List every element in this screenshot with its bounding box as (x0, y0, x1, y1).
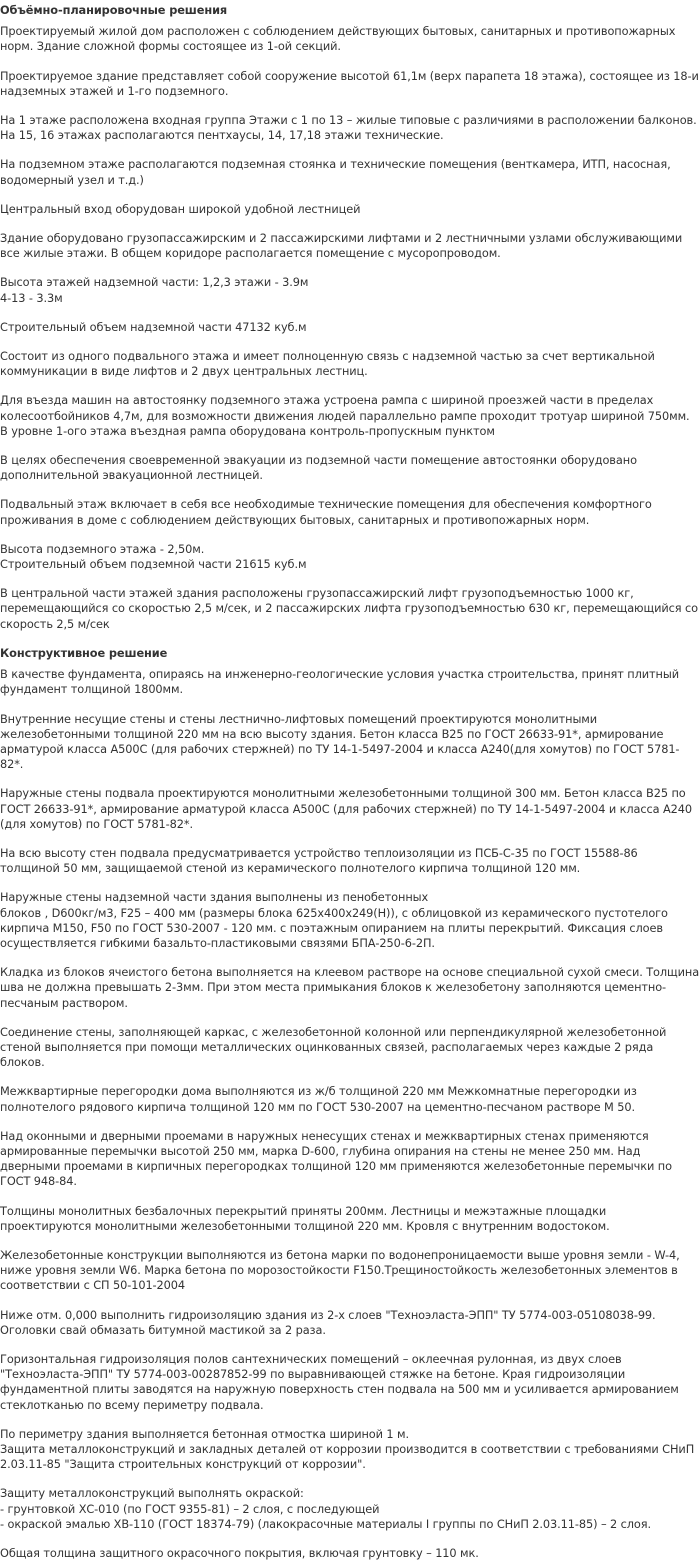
paragraph: Кладка из блоков ячеистого бетона выполняется на клеевом растворе на основе специальной сухой смеси. Толщина шва не должна превышать 2-3мм. При этом места примыкания блоков к железобетону заполняются цементно-песчаным раствором. (0, 965, 700, 1010)
paragraph: В целях обеспечения своевременной эвакуации из подземной части помещение автостоянки оборудовано дополнительной эвакуационной лестницей. (0, 453, 637, 483)
paragraph: В центральной части этажей здания расположены грузопассажирский лифт грузоподъемностью 1000 кг, перемещающийся со скоростью 2,5 м/сек, и 2 пассажирских лифта грузоподъемностью 630 кг, перемещающийся со скорость 2,5 м/сек (0, 586, 698, 631)
paragraph: Внутренние несущие стены и стены лестнично-лифтовых помещений проектируются монолитными железобетонными толщиной 220 мм на всю высоту здания. Бетон класса В25 по ГОСТ 26633-91*, армирование арматурой класса А500С (для рабочих стержней) по ТУ 14-1-5497-2004 и класса А240(для хомутов) по ГОСТ 5781-82*. (0, 711, 680, 772)
paragraph: Железобетонные конструкции выполняются из бетона марки по водонепроницаемости выше уровня земли - W-4, ниже уровня земли W6. Марка бетона по морозостойкости F150.Трещиностойкость железобетонных элементов в соответствии с СП 50-101-2004 (0, 1247, 680, 1293)
paragraph: Толщины монолитных безбалочных перекрытий приняты 200мм. Лестницы и межэтажные площадки проектируются монолитными железобетонными толщиной 220 мм. Кровля с внутренним водостоком. (0, 1203, 610, 1233)
paragraph: Наружные стены надземной части здания выполнены из пенобетонных блоков , D600кг/м3, F25 – 400 мм (размеры блока 625x400x249(H)), с облицовкой из керамического пустотелого кирпича М150, F50 по ГОСТ 530-2007 - 120 мм. с поэтажным опиранием на плиты перекрытий. Фиксация слоев осуществляется гибкими базальто-пластиковыми связями БПА-250-6-2П. (0, 890, 668, 950)
paragraph: Межквартирные перегородки дома выполняются из ж/б толщиной 220 мм Межкомнатные перегородки из полнотелого рядового кирпича толщиной 120 мм по ГОСТ 530-2007 на цементно-песчаном растворе М 50. (0, 1084, 637, 1114)
section-body-structural (0, 667, 700, 1561)
paragraph: Горизонтальная гидроизоляция полов сантехнических помещений – оклеечная рулонная, из двух слоев "Техноэласта-ЭПП" ТУ 5774-003-00287852-99 по выравнивающей стяжке на бетоне. Края гидроизоляции фундаментной плиты заводятся на наружную поверхность стен подвала на 500 мм и усиливается армированием стеклотканью по всему периметру подвала. (0, 1352, 679, 1412)
paragraph: Подвальный этаж включает в себя все необходимые технические помещения для обеспечения комфортного проживания в доме с соблюдением действующих бытовых, санитарных и противопожарных норм. (0, 497, 652, 527)
paragraph: Наружные стены подвала проектируются монолитными железобетонными толщиной 300 мм. Бетон класса В25 по ГОСТ 26633-91*, армирование арматурой класса А500С (для рабочих стержней) по ТУ 14-1-5497-2004 и класса А240 (для хомутов) по ГОСТ 5781-82*. (0, 786, 692, 831)
section-heading-structural: Конструктивное решение (0, 645, 168, 660)
paragraph: По периметру здания выполняется бетонная отмостка шириной 1 м. Защита металлоконструкций и закладных деталей от коррозии производится в соответствии с требованиями СНиП 2.03.11-85 "Защита строительных конструкций от коррозии". (0, 1426, 695, 1472)
paragraph: Ниже отм. 0,000 выполнить гидроизоляцию здания из 2-х слоев "Техноэласта-ЭПП" ТУ 5774-003-05108038-99. Оголовки свай обмазать битумной мастикой за 2 раза. (0, 1307, 656, 1337)
paragraph: Проектируемое здание представляет собой сооружение высотой 61,1м (верх парапета 18 этажа), состоящее из 18-и надземных этажей и 1-го подземного. (0, 68, 699, 98)
section-body-planning (0, 24, 700, 632)
paragraph: Общая толщина защитного окрасочного покрытия, включая грунтовку – 110 мк. (0, 1546, 479, 1561)
paragraph: Над оконными и дверными проемами в наружных ненесущих стенах и межквартирных стенах применяются армированные перемычки высотой 250 мм, марка D-600, глубина опирания на стены не менее 250 мм. Над дверными проемами в кирпичных перегородках толщиной 120 мм применяются железобетонные перемычки по ГОСТ 948-84. (0, 1128, 672, 1189)
paragraph: Проектируемый жилой дом расположен с соблюдением действующих бытовых, санитарных и противопожарных норм. Здание сложной формы состоящее из 1-ой секций. (0, 24, 676, 54)
paragraph: Защиту металлоконструкций выполнять окраской: - грунтовкой ХС-010 (по ГОСТ 9355-81) – 2 слоя, с последующей - окраской эмалью ХВ-110 (ГОСТ 18374-79) (лакокрасочные материалы I группы по СНиП 2.03.11-85) – 2 слоя. (0, 1486, 652, 1531)
paragraph: Высота этажей надземной части: 1,2,3 этажи - 3.9м 4-13 - 3.3м (0, 275, 309, 305)
paragraph: Высота подземного этажа - 2,50м. Строительный объем подземной части 21615 куб.м (0, 541, 307, 572)
paragraph: Соединение стены, заполняющей каркас, с железобетонной колонной или перпендикулярной железобетонной стеной выполняется при помощи металлических оцинкованных связей, располагаемых через каждые 2 ряда блоков. (0, 1024, 667, 1070)
paragraph: Состоит из одного подвального этажа и имеет полноценную связь с надземной частью за счет вертикальной коммуникации в виде лифтов и 2 двух центральных лестниц. (0, 349, 655, 379)
paragraph: Для въезда машин на автостоянку подземного этажа устроена рампа с шириной проезжей части в пределах колесоотбойников 4,7м, для возможности движения людей параллельно рампе проходит тротуар шириной 750мм. В уровне 1-ого этажа въездная рампа оборудована контроль-пропускным пунктом (0, 393, 690, 438)
paragraph: Здание оборудовано грузопассажирским и 2 пассажирскими лифтами и 2 лестничными узлами обслуживающими все жилые этажи. В общем коридоре располагается помещение с мусоропроводом. (0, 231, 683, 261)
paragraph: В качестве фундамента, опираясь на инженерно-геологические условия участка строительства, принят плитный фундамент толщиной 1800мм. (0, 667, 679, 697)
paragraph: На всю высоту стен подвала предусматривается устройство теплоизоляции из ПСБ-С-35 по ГОСТ 15588-86 толщиной 50 мм, защищаемой стеной из керамического полнотелого кирпича толщиной 120 мм. (0, 845, 638, 876)
paragraph: На 1 этаже расположена входная группа Этажи с 1 по 13 – жилые типовые с различиями в расположении балконов. На 15, 16 этажах располагаются пентхаусы, 14, 17,18 этажи технические. (0, 113, 697, 143)
section-heading-planning: Объёмно-планировочные решения (0, 3, 228, 17)
paragraph: На подземном этаже располагаются подземная стоянка и технические помещения (венткамера, ИТП, насосная, водомерный узел и т.д.) (0, 157, 671, 187)
paragraph: Строительный объем надземной части 47132 куб.м (0, 319, 307, 334)
paragraph: Центральный вход оборудован широкой удобной лестницей (0, 201, 361, 216)
